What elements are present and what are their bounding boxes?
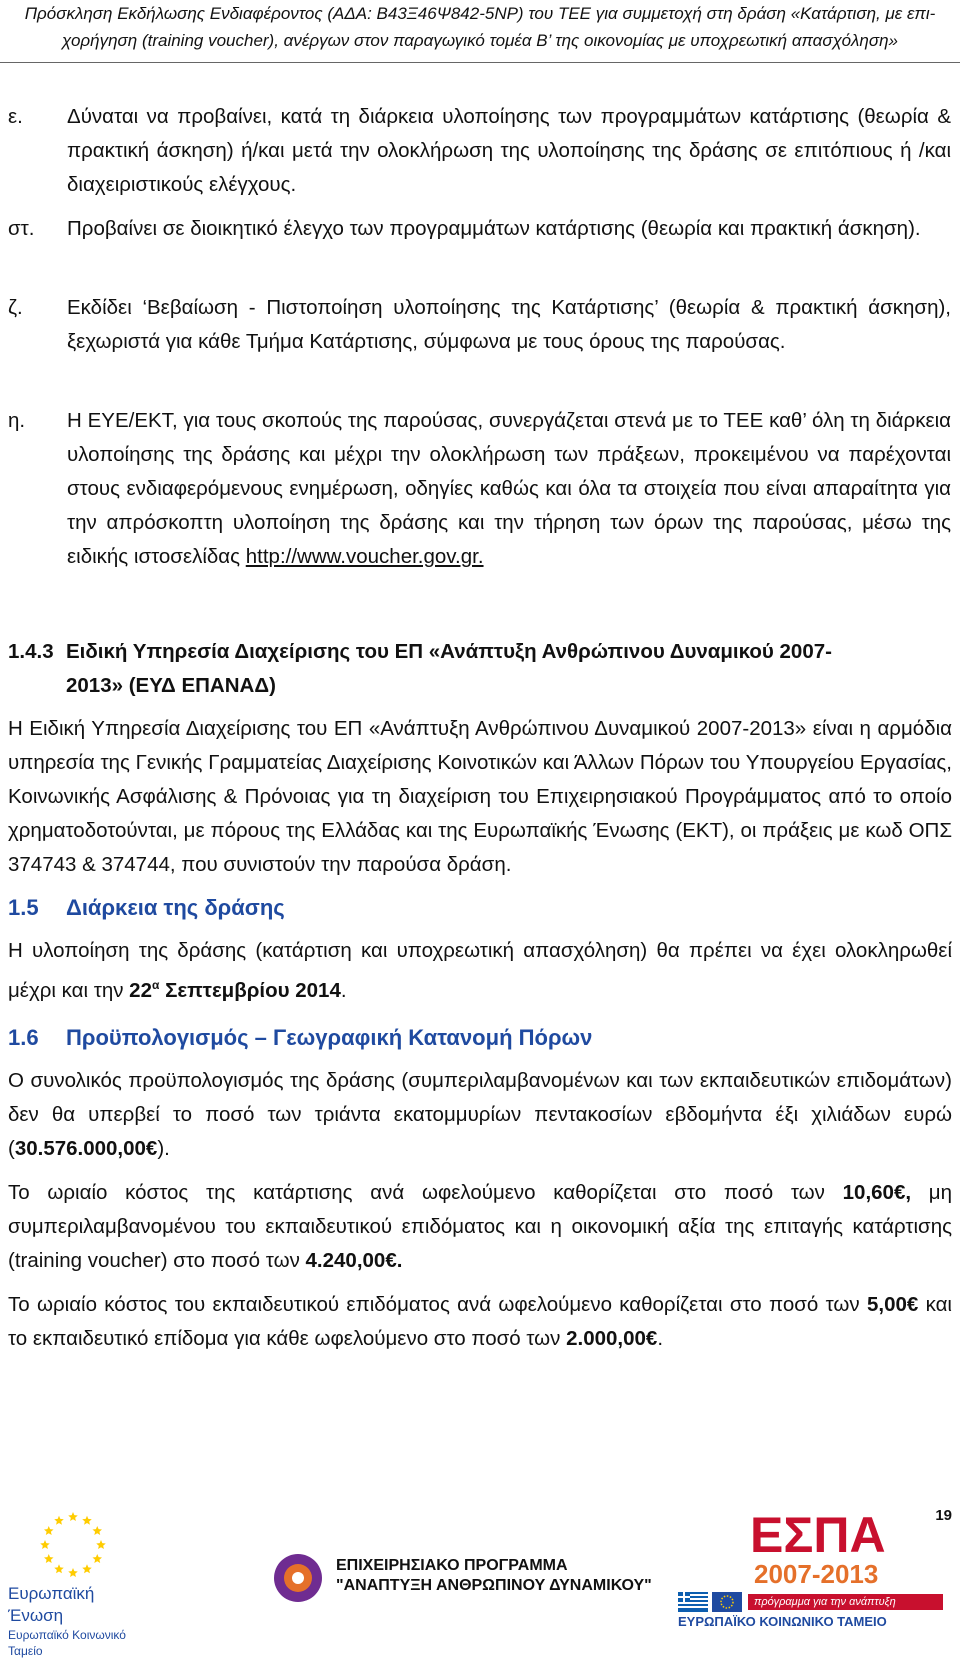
- section-title: Διάρκεια της δράσης: [66, 895, 285, 920]
- list-marker: ζ.: [8, 296, 23, 319]
- header-line-2: χορήγηση (training voucher), ανέργων στον παραγωγικό τομέα Β’ της οικονομίας με υποχρεωτική απασχόληση»: [61, 31, 899, 50]
- end-date: [129, 979, 341, 1002]
- budget-text-end: ).: [157, 1137, 170, 1160]
- eu-logo: [8, 1508, 148, 1659]
- eu-star-icon: [82, 1516, 92, 1525]
- op-logo: [268, 1552, 328, 1609]
- eu-star-icon: [96, 1540, 106, 1549]
- voucher-value-text: μη συμπεριλαμβανομένου του εκπαιδευτικού επιδόματος και η οικονομική αξία της επιταγής κατάρτισης (training voucher) στο ποσό των: [8, 1181, 952, 1272]
- eu-star-icon: [92, 1554, 102, 1563]
- list-marker: στ.: [8, 217, 35, 240]
- section-number: 1.4.3: [8, 640, 54, 663]
- section-1-4-3-heading: [8, 635, 952, 703]
- voucher-website-link[interactable]: http://www.voucher.gov.gr.: [245, 545, 484, 568]
- total-allowance-amount: 2.000,00€: [566, 1327, 658, 1350]
- list-item-text: Δύναται να προβαίνει, κατά τη διάρκεια υλοποίησης των προγραμμάτων κατάρτισης (θεωρία & πρακτική άσκηση) ή/και μετά την ολοκλήρωση της υλοποίησης της δράσης σε επιτόπιους ή /και διαχειριστικούς ελέγχους.: [67, 105, 951, 196]
- end-date-day: 22: [129, 978, 152, 1002]
- section-number: 1.6: [8, 1025, 39, 1050]
- eu-name: Ευρωπαϊκή Ένωση: [8, 1584, 95, 1625]
- eu-star-icon: [54, 1564, 64, 1573]
- hourly-cost-amount: 10,60€,: [842, 1181, 912, 1204]
- espa-logo: [678, 1508, 948, 1630]
- section-title-continued: 2013» (ΕΥΔ ΕΠΑΝΑΔ): [66, 674, 276, 697]
- op-title: [336, 1556, 652, 1596]
- eu-small-flag-icon: [712, 1592, 742, 1612]
- section-1-6-heading: [8, 1021, 952, 1055]
- eu-star-icon: [82, 1564, 92, 1573]
- hourly-cost-text: Το ωριαίο κόστος της κατάρτισης ανά ωφελούμενο καθορίζεται στο ποσό των: [8, 1181, 843, 1204]
- allowance-paragraph: [8, 1288, 952, 1356]
- eu-fund-name: Ευρωπαϊκό Κοινωνικό Ταμείο: [8, 1628, 126, 1658]
- eu-star-icon: [40, 1540, 50, 1549]
- section-title: Προϋπολογισμός – Γεωγραφική Κατανομή Πόρων: [66, 1025, 593, 1050]
- eu-flag-icon: [18, 1508, 128, 1583]
- end-date-ordinal: α: [151, 978, 160, 992]
- list-item-body: Η ΕΥΕ/ΕΚΤ, για τους σκοπούς της παρούσας, συνεργάζεται στενά με το ΤΕΕ καθ’ όλη τη διάρκεια υλοποίησης της δράσης και μέχρι την ολοκλήρωση των πράξεων, προκειμένου να παρέχονται στους ενδιαφερόμενους ενημέρωση, οδηγίες καθώς και όλα τα στοιχεία που είναι απαραίτητα για την απρόσκοπτη υλοποίηση της δράσης και την τήρηση των όρων της παρούσας, μέσω της ειδικής ιστοσελίδας: [67, 409, 951, 568]
- allowance-text-mid: και το εκπαιδευτικό επίδομα για κάθε ωφελούμενο στο ποσό των: [8, 1293, 952, 1350]
- end-date-rest: Σεπτεμβρίου 2014: [159, 978, 341, 1002]
- espa-tagline: πρόγραμμα για την ανάπτυξη: [748, 1594, 943, 1610]
- page-number: 19: [935, 1507, 952, 1524]
- header-divider: [0, 62, 960, 63]
- duration-text-end: .: [340, 978, 347, 1002]
- list-item-text: Προβαίνει σε διοικητικό έλεγχο των προγραμμάτων κατάρτισης (θεωρία και πρακτική άσκηση).: [67, 217, 921, 240]
- section-1-4-3-body: Η Ειδική Υπηρεσία Διαχείρισης του ΕΠ «Ανάπτυξη Ανθρώπινου Δυναμικού 2007-2013» είναι η αρμόδια υπηρεσία της Γενικής Γραμματείας Διαχείρισης Κοινοτικών και Άλλων Πόρων του Υπουργείου Εργασίας, Κοινωνικής Ασφάλισης & Πρόνοιας για τη διαχείριση του Επιχειρησιακού Προγράμματος από το οποίο χρηματοδοτούνται, με πόρους της Ελλάδας και της Ευρωπαϊκής Ένωσης (ΕΚΤ), οι πράξεις με κωδ ΟΠΣ 374743 & 374744, που συνιστούν την παρούσα δράση.: [8, 717, 952, 876]
- budget-amount: 30.576.000,00€: [14, 1137, 158, 1160]
- section-title: Ειδική Υπηρεσία Διαχείρισης του ΕΠ «Ανάπτυξη Ανθρώπινου Δυναμικού 2007-: [66, 640, 832, 663]
- section-1-5-heading: [8, 891, 952, 925]
- list-item-text: [67, 404, 951, 574]
- budget-paragraph: [8, 1064, 952, 1166]
- allowance-text: Το ωριαίο κόστος του εκπαιδευτικού επιδόματος ανά ωφελούμενο καθορίζεται στο ποσό των: [8, 1293, 867, 1316]
- list-item-text: Εκδίδει ‘Βεβαίωση - Πιστοποίηση υλοποίησης της Κατάρτισης’ (θεωρία & πρακτική άσκηση), ξεχωριστά για κάθε Τμήμα Κατάρτισης, σύμφωνα με τους όρους της παρούσας.: [67, 296, 951, 353]
- op-emblem-icon: [268, 1552, 328, 1604]
- voucher-value-amount: 4.240,00€.: [305, 1249, 403, 1272]
- eu-star-icon: [54, 1516, 64, 1525]
- op-title-line-2: "ΑΝΑΠΤΥΞΗ ΑΝΘΡΩΠΙΝΟΥ ΔΥΝΑΜΙΚΟΥ": [336, 1577, 652, 1594]
- espa-title: ΕΣΠΑ: [750, 1507, 886, 1563]
- budget-text: Ο συνολικός προϋπολογισμός της δράσης (συμπεριλαμβανομένων και των εκπαιδευτικών επιδομάτων) δεν θα υπερβεί το ποσό των τριάντα εκατομμυρίων πεντακοσίων εβδομήντα έξι χιλιάδων ευρώ (: [8, 1069, 952, 1160]
- list-marker: ε.: [8, 105, 23, 128]
- section-number: 1.5: [8, 895, 39, 920]
- page-header: [0, 0, 960, 54]
- eu-star-icon: [44, 1526, 54, 1535]
- section-1-5-body: [8, 934, 952, 1008]
- eu-star-icon: [44, 1554, 54, 1563]
- eu-star-icon: [68, 1512, 78, 1521]
- duration-text: Η υλοποίηση της δράσης (κατάρτιση και υποχρεωτική απασχόληση) θα πρέπει να έχει ολοκληρωθεί μέχρι και την: [8, 939, 952, 1002]
- espa-fund: ΕΥΡΩΠΑΪΚΟ ΚΟΙΝΩΝΙΚΟ ΤΑΜΕΙΟ: [678, 1614, 887, 1629]
- op-title-line-1: ΕΠΙΧΕΙΡΗΣΙΑΚΟ ΠΡΟΓΡΑΜΜΑ: [336, 1557, 568, 1574]
- allowance-text-end: .: [657, 1327, 664, 1350]
- greek-flag-icon: [678, 1592, 708, 1612]
- header-line-1: Πρόσκληση Εκδήλωσης Ενδιαφέροντος (ΑΔΑ: Β43Ξ46Ψ842-5ΝΡ) του ΤΕΕ για συμμετοχή στη δράση «Κατάρτιση, με επι-: [24, 4, 936, 23]
- eu-star-icon: [92, 1526, 102, 1535]
- hourly-cost-paragraph: [8, 1176, 952, 1278]
- espa-years: 2007-2013: [754, 1559, 879, 1589]
- eu-star-icon: [68, 1568, 78, 1577]
- hourly-allowance-amount: 5,00€: [866, 1293, 919, 1316]
- list-marker: η.: [8, 409, 26, 432]
